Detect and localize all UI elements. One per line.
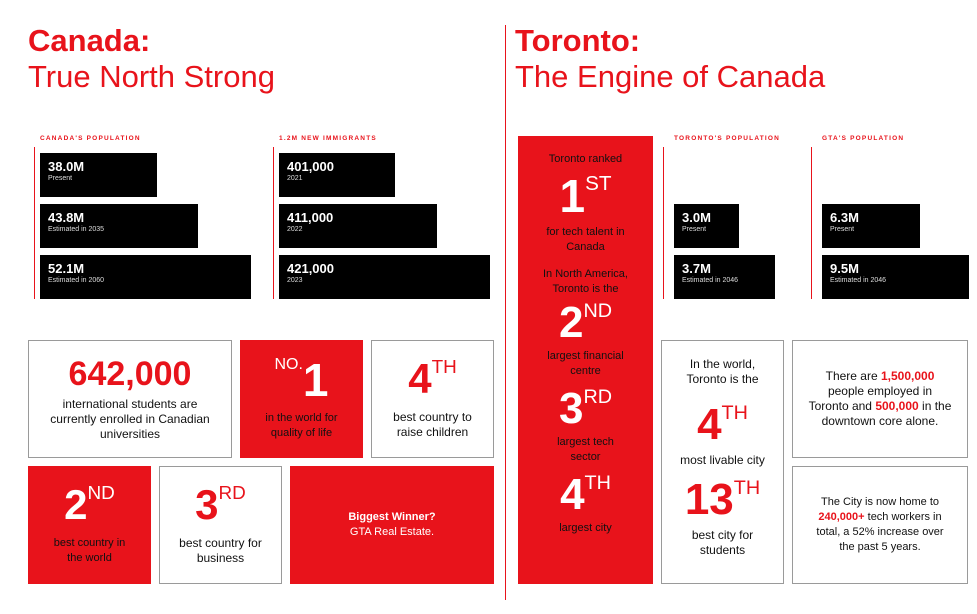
immigrants-bar-2022: 411,000 2022 xyxy=(279,204,437,248)
immigrants-axis xyxy=(273,147,274,299)
rank-3-text: largest tech sector xyxy=(557,436,614,463)
no1-number-line: $^{NO.}$1 xyxy=(274,354,329,406)
employed-number-1: 1,500,000 xyxy=(880,369,935,383)
students-text: international students are currently enrolled in Canadian universities xyxy=(50,396,210,441)
rank-1-text: for tech talent in Canada xyxy=(546,226,625,253)
business-text: best country for business xyxy=(179,536,262,565)
canada-pop-bar-2035: 43.8M Estimated in 2035 xyxy=(40,204,198,248)
tech-workers-box xyxy=(792,466,968,584)
canada-population-caption: CANADA'S POPULATION xyxy=(40,135,141,142)
canada-pop-bar-present: 38.0M Present xyxy=(40,153,157,197)
gta-pop-bar-2046: 9.5M Estimated in 2046 xyxy=(822,255,969,299)
no1-box xyxy=(240,340,363,458)
canada-subtitle: True North Strong xyxy=(28,59,275,94)
toronto-ranked-column xyxy=(518,136,653,584)
toronto-population-axis xyxy=(663,147,664,299)
rank-1: 1ST xyxy=(559,170,612,222)
immigrants-bar-2023: 421,000 2023 xyxy=(279,255,490,299)
business-rank: 3RD xyxy=(195,481,246,528)
students-number: 642,000 xyxy=(68,354,192,393)
best-country-rank: 2ND xyxy=(64,481,115,528)
raise-children-box xyxy=(371,340,494,458)
no1-text: in the world for quality of life xyxy=(265,412,338,439)
business-box xyxy=(159,466,282,584)
winner-title: Biggest Winner? xyxy=(348,511,436,523)
rank-4-text: largest city xyxy=(559,522,612,534)
ranked-intro: Toronto ranked xyxy=(548,153,623,165)
employed-box xyxy=(792,340,968,458)
tech-workers-text: The City is now home to 240,000+ tech workers in total, a 52% increase over the past 5 years. xyxy=(816,496,944,553)
rank-2: 2ND xyxy=(558,298,613,347)
immigrants-caption: 1.2M NEW IMMIGRANTS xyxy=(279,135,377,142)
employed-number-2: 500,000 xyxy=(875,399,919,413)
best-country-box xyxy=(28,466,151,584)
gta-population-caption: GTA'S POPULATION xyxy=(822,135,905,142)
students-box xyxy=(28,340,232,458)
gta-population-axis xyxy=(811,147,812,299)
rank-2-text: largest financial centre xyxy=(547,350,624,377)
immigrants-bar-2021: 401,000 2021 xyxy=(279,153,395,197)
tech-workers-number: 240,000+ xyxy=(818,511,865,523)
canada-pop-bar-2060: 52.1M Estimated in 2060 xyxy=(40,255,251,299)
livable-rank: 4TH xyxy=(697,400,748,449)
canada-population-axis xyxy=(34,147,35,299)
gta-pop-bar-present: 6.3M Present xyxy=(822,204,920,248)
employed-text: There are 1,500,000 people employed in Toronto and 500,000 in the downtown core alone. xyxy=(808,369,952,428)
canada-title: Canada: xyxy=(28,23,151,58)
toronto-subtitle: The Engine of Canada xyxy=(515,59,826,94)
toronto-world-box xyxy=(661,340,784,584)
students-city-text: best city for students xyxy=(691,528,754,557)
rank-4: 4TH xyxy=(560,470,611,519)
center-divider xyxy=(505,25,506,600)
toronto-title: Toronto: xyxy=(515,23,641,58)
toronto-population-caption: TORONTO'S POPULATION xyxy=(674,135,781,142)
raise-children-text: best country to raise children xyxy=(393,410,472,439)
raise-children-rank: 4TH xyxy=(408,355,457,402)
students-city-rank: 13TH xyxy=(684,475,761,524)
world-intro: In the world, Toronto is the xyxy=(686,357,759,386)
toronto-pop-bar-present: 3.0M Present xyxy=(674,204,739,248)
winner-box xyxy=(290,466,494,584)
toronto-pop-bar-2046: 3.7M Estimated in 2046 xyxy=(674,255,775,299)
rank-3: 3RD xyxy=(558,384,613,433)
livable-text: most livable city xyxy=(680,453,765,467)
winner-text: GTA Real Estate. xyxy=(349,526,435,538)
ranked-mid: In North America, Toronto is the xyxy=(543,268,628,295)
best-country-text: best country in the world xyxy=(53,537,126,564)
